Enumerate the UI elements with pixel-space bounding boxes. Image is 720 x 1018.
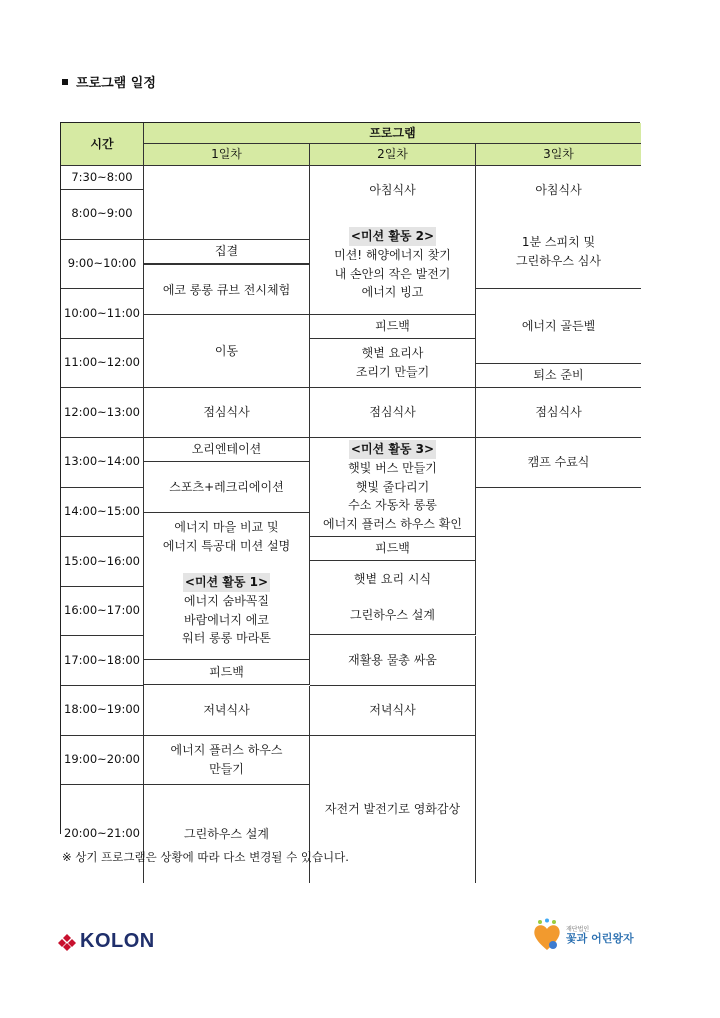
day2-mission2-title: <미션 활동 2> [349, 227, 436, 246]
time-cell: 16:00~17:00 [61, 587, 144, 637]
day3-speech [476, 215, 641, 289]
day2-mission3 [310, 438, 476, 537]
day2-feedback2: 피드백 [310, 537, 476, 561]
day2-mission3-item: 햇빛 줄다리기 [355, 479, 430, 494]
day3-lunch: 점심식사 [476, 388, 641, 438]
prince-main-text: 꽃과 어린왕자 [566, 932, 634, 946]
day1-eco-cube: 에코 롱롱 큐브 전시체험 [144, 264, 310, 315]
day2-dinner: 저녁식사 [310, 686, 476, 736]
day1-move: 이동 [144, 315, 310, 388]
day1-mission1-item: 워터 롱롱 마라톤 [182, 631, 271, 646]
day2-solar-cook [310, 339, 476, 389]
day1-village [144, 513, 310, 563]
time-cell: 7:30~8:00 [61, 166, 144, 190]
day1-mission1-item: 에너지 숨바꼭질 [184, 594, 269, 609]
day1-lunch: 점심식사 [144, 388, 310, 438]
day2-breakfast: 아침식사 [310, 166, 476, 216]
header-time: 시간 [61, 123, 144, 166]
day1-empty-cell [144, 166, 310, 240]
day3-checkout: 퇴소 준비 [476, 364, 641, 389]
time-cell: 12:00~13:00 [61, 388, 144, 438]
day2-mission3-item: 햇빛 버스 만들기 [348, 461, 437, 476]
day2-mission3-item: 에너지 플러스 하우스 확인 [323, 516, 462, 531]
day2-mission3-item: 수소 자동차 롱롱 [348, 498, 437, 513]
kolon-logo [58, 930, 155, 953]
day3-empty-cell [476, 488, 641, 883]
prince-small-text: 재단법인 [566, 926, 590, 934]
day2-solar-tasting: 햇볕 요리 시식 [310, 561, 476, 599]
header-day2: 2일차 [310, 144, 476, 166]
day1-dinner: 저녁식사 [144, 686, 310, 736]
time-cell: 8:00~9:00 [61, 190, 144, 240]
kolon-wordmark: KOLON [80, 930, 155, 952]
section-title [62, 72, 156, 91]
day3-closing: 캠프 수료식 [476, 438, 641, 488]
time-cell: 13:00~14:00 [61, 438, 144, 488]
day1-sports: 스포츠+레크리에이션 [144, 462, 310, 513]
time-cell: 15:00~16:00 [61, 537, 144, 587]
day2-bike-movie: 자전거 발전기로 영화감상 [310, 736, 476, 883]
header-program: 프로그램 [144, 123, 641, 144]
little-prince-logo [532, 918, 634, 952]
time-cell: 14:00~15:00 [61, 488, 144, 538]
day1-mission1-item: 바람에너지 에코 [184, 612, 269, 627]
time-cell: 11:00~12:00 [61, 339, 144, 389]
day1-mission1 [144, 562, 310, 660]
day1-village-line2: 에너지 특공대 미션 설명 [162, 539, 291, 554]
footnote: ※ 상기 프로그램은 상황에 따라 다소 변경될 수 있습니다. [62, 850, 349, 864]
day2-solar-cook-line1: 햇볕 요리사 [361, 346, 424, 361]
section-title-text: 프로그램 일정 [76, 76, 156, 91]
day1-village-line1: 에너지 마을 비교 및 [174, 520, 279, 535]
day1-feedback: 피드백 [144, 660, 310, 685]
day2-mission2 [310, 215, 476, 315]
bullet-square-icon [62, 79, 68, 85]
time-cell: 10:00~11:00 [61, 289, 144, 339]
day2-greenhouse: 그린하우스 설계 [310, 598, 476, 635]
day2-solar-cook-line2: 조리기 만들기 [355, 365, 430, 380]
day1-greenhouse: 그린하우스 설계 [144, 785, 310, 883]
day3-speech-line1: 1분 스피치 및 [521, 234, 596, 249]
day1-orientation: 오리엔테이션 [144, 438, 310, 462]
time-cell: 9:00~10:00 [61, 240, 144, 290]
day2-mission2-item: 내 손안의 작은 발전기 [334, 266, 451, 281]
day1-mission1-title: <미션 활동 1> [183, 573, 270, 592]
day1-plus-house-line1: 에너지 플러스 하우스 [170, 743, 283, 758]
header-day3: 3일차 [476, 144, 641, 166]
heart-crown-icon [532, 918, 562, 952]
day1-gather: 집결 [144, 240, 310, 265]
time-cell: 20:00~21:00 [61, 785, 144, 883]
day2-mission3-title: <미션 활동 3> [349, 440, 436, 459]
time-cell: 18:00~19:00 [61, 686, 144, 736]
schedule-table [60, 122, 640, 841]
day2-lunch: 점심식사 [310, 388, 476, 438]
day3-golden-bell: 에너지 골든벨 [476, 289, 641, 364]
day2-mission2-item: 미션! 해양에너지 찾기 [334, 247, 451, 262]
header-day1: 1일차 [144, 144, 310, 166]
kolon-emblem-icon [58, 933, 76, 951]
day2-feedback: 피드백 [310, 315, 476, 339]
day2-recycle: 재활용 물총 싸움 [310, 636, 476, 686]
time-cell: 19:00~20:00 [61, 736, 144, 786]
day1-plus-house-line2: 만들기 [209, 761, 244, 776]
day1-plus-house [144, 736, 310, 786]
day3-speech-line2: 그린하우스 심사 [516, 253, 601, 268]
time-cell: 17:00~18:00 [61, 636, 144, 686]
day2-mission2-item: 에너지 빙고 [361, 285, 424, 300]
day3-breakfast: 아침식사 [476, 166, 641, 216]
